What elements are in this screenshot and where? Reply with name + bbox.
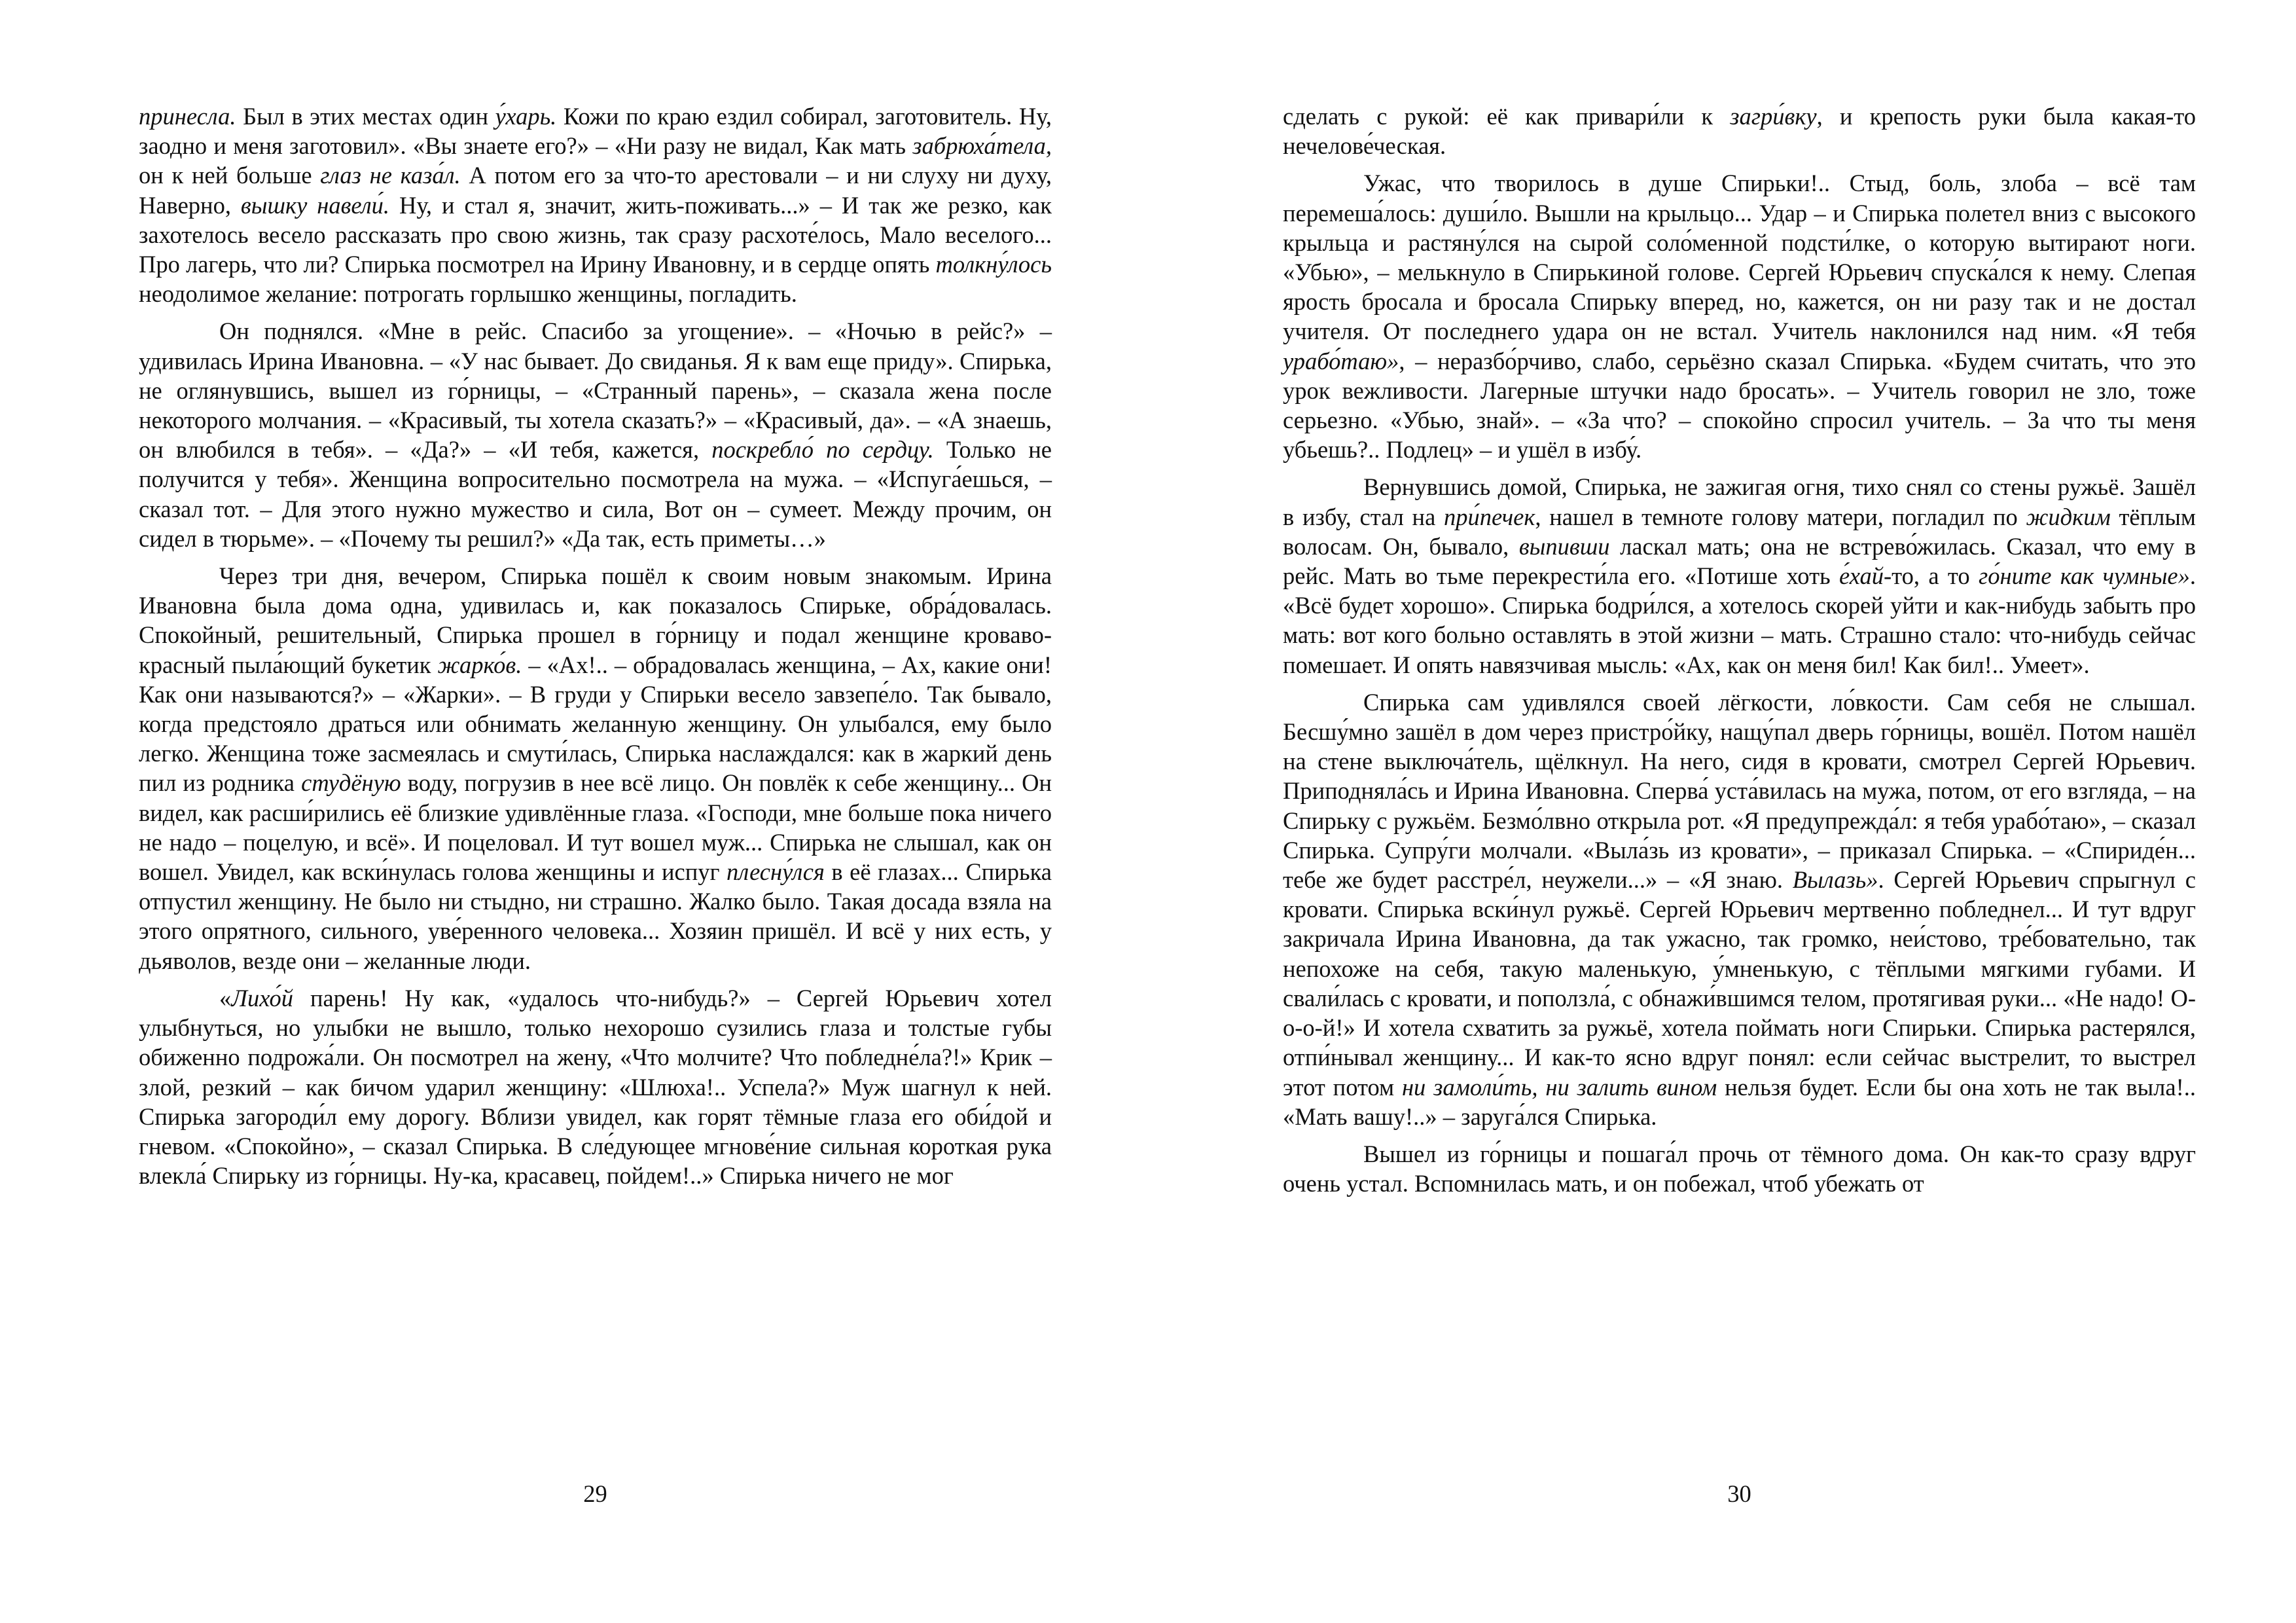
italic-run: плесну́лся bbox=[726, 858, 825, 886]
italic-run: студёную bbox=[301, 769, 401, 797]
italic-run: жидким bbox=[2026, 503, 2111, 530]
text-run: Через три дня, вечером, Спирька пошёл к своим новым знакомым. Ирина Ивановна была дома одна, удивилась и, как показалось Спирьке, обра́довалась. Спокойный, решительный, Спирька прошел в го́рницу и подал женщине кроваво-красный пыла́ющий букетик bbox=[139, 562, 1052, 678]
italic-run: забрюха́тела, bbox=[912, 132, 1052, 160]
italic-run: Лихо́й bbox=[231, 984, 294, 1012]
italic-run: Вылазь» bbox=[1792, 866, 1878, 894]
text-run: воду, погрузив в нее всё лицо. Он повлёк к себе женщину... Он видел, как расши́рились её близкие удивлённые глаза. «Господи, мне больше пока ничего не надо – поцелую, и всё». И поцеловал. И тут вошел муж... Спирька не слышал, как он вошел. Увидел, как вски́нулась голова женщины и испуг bbox=[139, 769, 1052, 886]
text-run: в её глазах... Спирька отпустил женщину. Не было ни стыдно, ни страшно. Жалко было. Такая досада взяла на этого опрятного, сильного, уве́ренного человека... Хозяин пришёл. И всё у них есть, у дьяволов, везде они – желанные люди. bbox=[139, 858, 1052, 974]
paragraph bbox=[1283, 687, 2196, 1131]
text-run: нельзя будет. Если бы она хоть не так выла!.. «Мать вашу!..» – заруга́лся Спирька. bbox=[1283, 1073, 2196, 1130]
paragraph bbox=[1283, 472, 2196, 679]
right-page bbox=[1283, 101, 2196, 1516]
paragraph bbox=[139, 561, 1052, 976]
text-run: Ну, и стал я, значит, жить-поживать...» – И так же резко, как захотелось весело рассказать про свою жизнь, так сразу расхоте́лось, Мало веселого... Про лагерь, что ли? Спирька посмотрел на Ирину Ивановну, и в сердце опять bbox=[139, 191, 1052, 278]
text-run: он к ней больше bbox=[139, 162, 321, 189]
italic-run: при́печек bbox=[1443, 503, 1535, 530]
text-run: . Сергей Юрьевич спрыгнул с кровати. Спирька вски́нул ружьё. Сергей Юрьевич мертвенно побледнел... И тут вдруг закричала Ирина Ивановна, да так ужасно, так громко, неи́стово, тре́бовательно, так непохоже на себя, такую маленькую, у́мненькую, с тёплыми мягкими губами. И свали́лась с кровати, и поползла́, с обнажи́вшимся телом, протягивая руки... «Не надо! О-о-о-й!» И хотела схватить за ружьё, хотела поймать ноги Спирьки. Спирька растерялся, отпи́нывал женщину... И как-то ясно вдруг понял: если сейчас выстрелит, то выстрел этот потом bbox=[1283, 866, 2196, 1101]
paragraph bbox=[139, 316, 1052, 553]
italic-run: принесла. bbox=[139, 103, 236, 130]
italic-run: загри́вку bbox=[1730, 103, 1817, 130]
text-run: Вернувшись домой, Спирька, не зажигая огня, тихо снял со стены ружьё. Зашёл в избу, стал на bbox=[1283, 473, 2196, 530]
text-run: сделать с рукой: её как привари́ли к bbox=[1283, 103, 1731, 130]
page-number: 29 bbox=[583, 1480, 607, 1507]
italic-run: урабо́таю» bbox=[1283, 347, 1399, 374]
text-run: Спирька сам удивлялся своей лёгкости, ло́вкости. Сам себя не слышал. Бесшу́мно зашёл в дом через пристро́йку, нащу́пал дверь го́рницы, вошёл. Потом нашёл на стене выключа́тель, щёлкнул. На него, сидя в кровати, смотрел Сергей Юрьевич. Приподняла́сь и Ирина Ивановна. Сперва́ уста́вилась на мужа, потом, от его взгляда, – на Спирьку с ружьём. Безмо́лвно открыла рот. «Я предупрежда́л: я тебя урабо́таю», – сказал Спирька. Супру́ги молчали. «Выла́зь из кровати», – приказал Спирька. – «Спириде́н... тебе же будет расстре́л, неужели...» – «Я знаю. bbox=[1283, 688, 2196, 894]
text-run: « bbox=[219, 984, 232, 1012]
text-run: . «Всё будет хорошо». Спирька бодри́лся, а хотелось скорей уйти и как-нибудь забыть про мать: вот кого больно оставлять в этой жизни – мать. Страшно стало: что-нибудь сейчас помешает. И опять навязчивая мысль: «Ах, как он меня бил! Как бил!.. Умеет». bbox=[1283, 562, 2196, 678]
paragraph bbox=[1283, 168, 2196, 464]
text-run: Кожи по краю ездил собирал, заготовитель. Ну, заодно и меня заготовил». «Вы знаете его?» – «Ни разу не видал, Как мать bbox=[139, 103, 1052, 160]
paragraph bbox=[139, 101, 1052, 308]
italic-run: го́ните как чумные» bbox=[1978, 562, 2190, 590]
text-run: , и крепость руки была какая-то нечелове́ческая. bbox=[1283, 103, 2196, 160]
italic-run: жарко́в. bbox=[437, 651, 522, 678]
paragraph bbox=[1283, 101, 2196, 160]
italic-run: глаз не каза́л. bbox=[320, 162, 461, 189]
text-run: Он поднялся. «Мне в рейс. Спасибо за угощение». – «Ночью в рейс?» – удивилась Ирина Ивановна. – «У нас бывает. До свиданья. Я к вам еще приду». Спирька, не оглянувшись, вышел из го́рницы, – «Странный парень», – сказала жена после некоторого молчания. – «Красивый, ты хотела сказать?» – «Красивый, да». – «А знаешь, он влюбился в тебя». – «Да?» – «И тебя, кажется, bbox=[139, 318, 1052, 464]
text-run: неодолимое желание: потрогать горлышко женщины, погладить. bbox=[139, 280, 797, 308]
page-number: 30 bbox=[1727, 1480, 1751, 1507]
left-page-text bbox=[139, 101, 1052, 1190]
italic-run: поскребло́ по сердцу. bbox=[711, 436, 934, 464]
italic-run: ни замоли́ть, ни залить вином bbox=[1401, 1073, 1717, 1101]
text-run: , – неразбо́рчиво, слабо, серьёзно сказал Спирька. «Будем считать, что это урок вежливости. Лагерные штучки надо бросать». – Учитель говорил не зло, тоже серьезно. «Убью, знай». – «За что? – спокойно спросил учитель. – За что ты меня убьешь?.. Подлец» – и ушёл в избу́. bbox=[1283, 347, 2196, 464]
paragraph bbox=[139, 983, 1052, 1190]
text-run: Только не получится у тебя». Женщина вопросительно посмотрела на мужа. – «Испуга́ешься, – сказал тот. – Для этого нужно мужество и сила, Вот он – сумеет. Между прочим, он сидел в тюрьме». – «Почему ты решил?» «Да так, есть приметы…» bbox=[139, 436, 1052, 552]
text-run: Вышел из го́рницы и пошага́л прочь от тёмного дома. Он как-то сразу вдруг очень устал. Вспомнилась мать, и он побежал, чтоб убежать от bbox=[1283, 1140, 2196, 1197]
text-run: А потом его за что-то арестовали – и ни слуху ни духу, Наверно, bbox=[139, 162, 1052, 219]
text-run: тёплым волосам. Он, бывало, bbox=[1283, 503, 2196, 560]
text-run: ласкал мать; она не встрево́жилась. Сказал, что ему в рейс. Мать во тьме перекрести́ла его. «Потише хоть bbox=[1283, 532, 2196, 590]
text-run: , нашел в темноте голову матери, погладил по bbox=[1535, 503, 2026, 530]
italic-run: толкну́лось bbox=[935, 251, 1052, 278]
text-run: – «Ах!.. – обрадовалась женщина, – Ах, какие они! Как они называются?» – «Жарки». – В груди у Спирьки весело завзепе́ло. Так бывало, когда предстояло драться или обнимать желанную женщину. Он улыбался, ему было легко. Женщина тоже засмеялась и смути́лась, Спирька наслаждался: как в жаркий день пил из родника bbox=[139, 651, 1052, 797]
right-page-text bbox=[1283, 101, 2196, 1198]
italic-run: вышку навели́. bbox=[240, 191, 390, 219]
text-run: Ужас, что творилось в душе Спирьки!.. Стыд, боль, злоба – всё там перемеша́лось: души́ло. Вышли на крыльцо... Удар – и Спирька полетел вниз с высокого крыльца и растяну́лся на сырой соло́менной подсти́лке, о которую вытирают ноги. «Убью», – мелькнуло в Спирькиной голове. Сергей Юрьевич спуска́лся к нему. Слепая ярость бросала и бросала Спирьку вперед, но, кажется, он ни разу так и не достал учителя. От последнего удара он не встал. Учитель наклонился над ним. «Я тебя bbox=[1283, 170, 2196, 345]
italic-run: у́харь. bbox=[495, 103, 557, 130]
text-run: -то, а то bbox=[1883, 562, 1979, 590]
italic-run: выпивши bbox=[1518, 532, 1610, 560]
left-page bbox=[139, 101, 1052, 1516]
text-run: Был в этих местах один bbox=[236, 103, 495, 130]
italic-run: е́хай bbox=[1839, 562, 1884, 590]
text-run: парень! Ну как, «удалось что-нибудь?» – Сергей Юрьевич хотел улыбнуться, но улыбки не вышло, только нехорошо сузились глаза и толстые губы обиженно подрожа́ли. Он посмотрел на жену, «Что молчите? Что побледне́ла?!» Крик – злой, резкий – как бичом ударил женщину: «Шлюха!.. Успела?» Муж шагнул к ней. Спирька загороди́л ему дорогу. Вблизи увидел, как горят тёмные глаза его оби́дой и гневом. «Спокойно», – сказал Спирька. В сле́дующее мгнове́ние сильная короткая рука влекла́ Спирьку из го́рницы. Ну-ка, красавец, пойдем!..» Спирька ничего не мог bbox=[139, 984, 1052, 1190]
paragraph bbox=[1283, 1139, 2196, 1198]
